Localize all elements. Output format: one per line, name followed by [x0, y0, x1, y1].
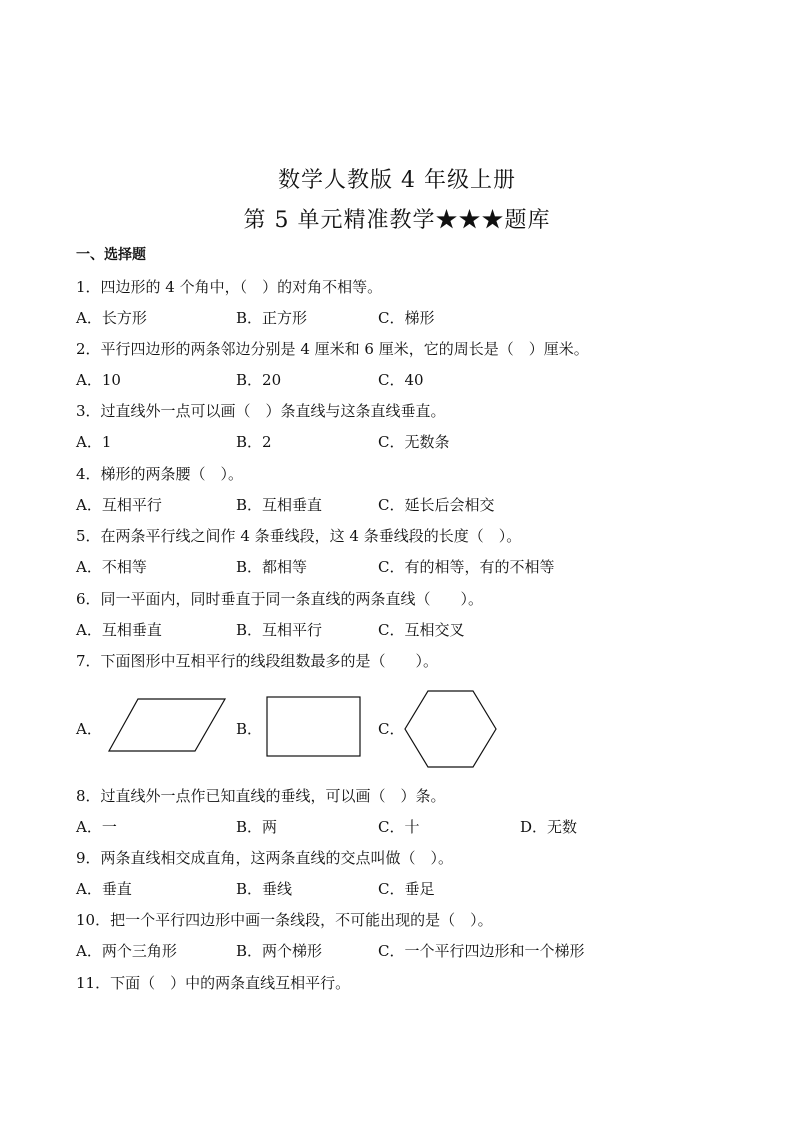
q3-option-c: C．无数条 — [378, 433, 450, 451]
question-1: 1．四边形的 4 个角中，（ ）的对角不相等。 — [76, 278, 383, 296]
q4-option-b: B．互相垂直 — [236, 496, 323, 514]
q2-option-c: C．40 — [378, 371, 424, 389]
rectangle-figure — [266, 696, 362, 758]
section-heading: 一、选择题 — [76, 247, 146, 263]
q6-option-a: A．互相垂直 — [76, 621, 162, 639]
q1-option-a: A．长方形 — [76, 309, 147, 327]
question-9: 9．两条直线相交成直角，这两条直线的交点叫做（ ）。 — [76, 849, 454, 867]
q10-option-c: C．一个平行四边形和一个梯形 — [378, 942, 585, 960]
q4-option-a: A．互相平行 — [76, 496, 162, 514]
q6-option-c: C．互相交叉 — [378, 621, 465, 639]
document-subtitle: 第 5 单元精准教学★★★题库 — [243, 208, 551, 233]
q10-option-a: A．两个三角形 — [76, 942, 177, 960]
q4-option-c: C．延长后会相交 — [378, 496, 495, 514]
question-11: 11．下面（ ）中的两条直线互相平行。 — [76, 974, 351, 992]
q7-option-c: C． — [378, 720, 405, 738]
question-8: 8．过直线外一点作已知直线的垂线，可以画（ ）条。 — [76, 787, 446, 805]
q3-option-a: A．1 — [76, 433, 112, 451]
q9-option-b: B．垂线 — [236, 880, 293, 898]
q9-option-c: C．垂足 — [378, 880, 435, 898]
q3-option-b: B．2 — [236, 433, 272, 451]
q5-option-a: A．不相等 — [76, 558, 147, 576]
q6-option-b: B．互相平行 — [236, 621, 323, 639]
q5-option-b: B．都相等 — [236, 558, 308, 576]
q9-option-a: A．垂直 — [76, 880, 132, 898]
hexagon-figure — [404, 690, 498, 770]
q7-option-a: A． — [76, 720, 102, 738]
q1-option-c: C．梯形 — [378, 309, 435, 327]
document-title: 数学人教版 4 年级上册 — [278, 168, 516, 193]
question-7: 7．下面图形中互相平行的线段组数最多的是（ ）。 — [76, 652, 439, 670]
question-3: 3．过直线外一点可以画（ ）条直线与这条直线垂直。 — [76, 402, 446, 420]
question-10: 10．把一个平行四边形中画一条线段，不可能出现的是（ ）。 — [76, 911, 493, 929]
q8-option-a: A．一 — [76, 818, 117, 836]
q8-option-b: B．两 — [236, 818, 278, 836]
q10-option-b: B．两个梯形 — [236, 942, 323, 960]
q8-option-c: C．十 — [378, 818, 420, 836]
question-6: 6．同一平面内，同时垂直于同一条直线的两条直线（ ）。 — [76, 590, 484, 608]
parallelogram-figure — [108, 698, 226, 754]
q5-option-c: C．有的相等，有的不相等 — [378, 558, 555, 576]
q1-option-b: B．正方形 — [236, 309, 308, 327]
q2-option-b: B．20 — [236, 371, 282, 389]
q2-option-a: A．10 — [76, 371, 121, 389]
q7-option-b: B． — [236, 720, 263, 738]
question-2: 2．平行四边形的两条邻边分别是 4 厘米和 6 厘米，它的周长是（ ）厘米。 — [76, 340, 589, 358]
question-4: 4．梯形的两条腰（ ）。 — [76, 465, 244, 483]
question-5: 5．在两条平行线之间作 4 条垂线段，这 4 条垂线段的长度（ ）。 — [76, 527, 522, 545]
q8-option-d: D．无数 — [520, 818, 578, 836]
